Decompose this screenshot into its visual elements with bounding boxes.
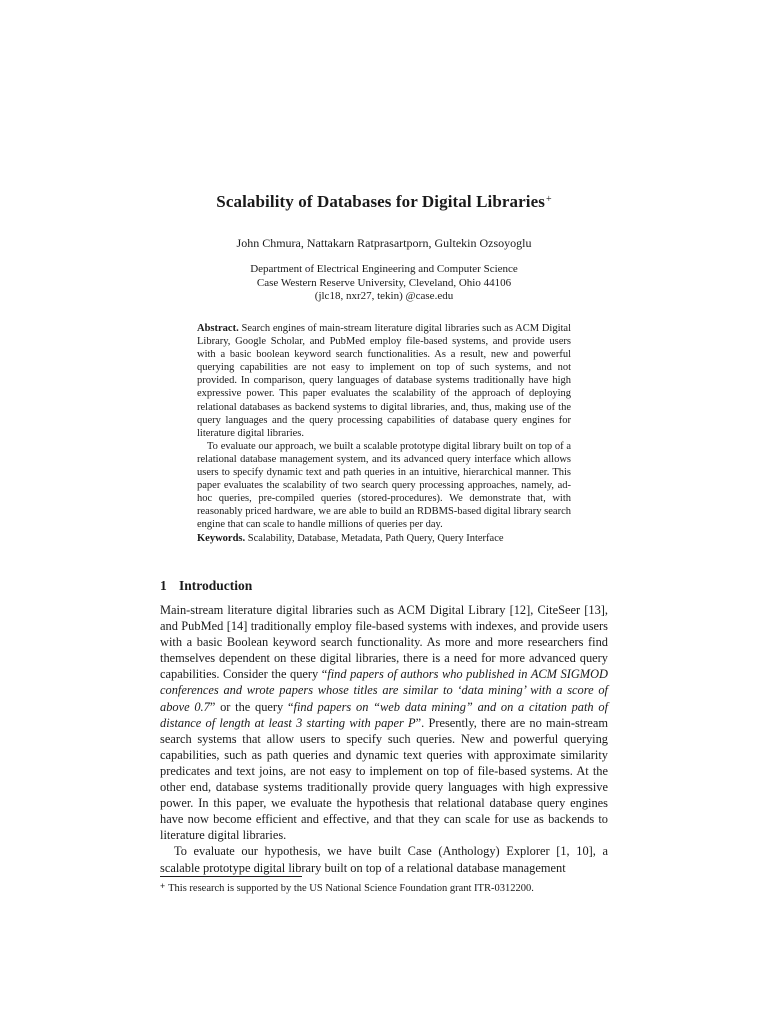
abstract-block [197,322,571,545]
abstract-paragraph-1 [197,322,571,440]
intro-p1-part-a: Main-stream literature digital libraries such as ACM Digital Library [12], CiteSeer [13], and PubMed [14] traditionally employ file-based systems with indexes, and provide users with a basic Boolean keyword search functionality. As more and more researchers find themselves dependent on these digital libraries, there is a need for more advanced query capabilities. Consider the query “ [160,603,608,682]
intro-p1-query-1: find papers of authors who published in ACM SIGMOD conferences and wrote papers whose titles are similar to ‘data mining’ with a score of above 0.7 [160,667,608,714]
keywords-label: Keywords. [197,532,246,544]
affiliation-department: Department of Electrical Engineering and Computer Science [250,263,518,275]
section-heading [160,578,252,594]
section-number: 1 [160,578,167,593]
abstract-paragraph-2: To evaluate our approach, we built a scalable prototype digital library built on top of a relational database management system, and its advanced query interface which allows users to specify dynamic text and path queries in an intuitive, hierarchical manner. This paper evaluates the scalability of two search query processing approaches, namely, ad-hoc queries, pre-compiled queries (stored-procedures). We demonstrate that, with reasonably priced hardware, we are able to build an RDBMS-based digital library search engine that can scale to handle millions of queries per day. [197,440,571,531]
affiliation-block [0,263,768,304]
intro-paragraph-1 [160,602,608,843]
keywords-text: Scalability, Database, Metadata, Path Query, Query Interface [247,532,504,544]
title-footnote-mark: + [545,194,552,205]
intro-paragraph-2: To evaluate our hypothesis, we have built Case (Anthology) Explorer [1, 10], a scalable prototype digital library built on top of a relational database management [160,844,608,875]
footnote [160,881,534,894]
abstract-label: Abstract. [197,323,239,334]
paper-title-text: Scalability of Databases for Digital Libraries [216,192,545,211]
affiliation-emails: (jlc18, nxr27, tekin) @case.edu [314,290,454,302]
footnote-text: This research is supported by the US National Science Foundation grant ITR-0312200. [168,883,534,894]
keywords-line [197,532,571,545]
intro-p1-part-b: ” or the query “ [209,699,294,714]
introduction-body [160,602,608,876]
intro-p1-query-2: find papers on “web data mining” and on a citation path of distance of length at least 3 starting with paper P [160,699,609,730]
footnote-divider [160,876,302,877]
author-list: John Chmura, Nattakarn Ratprasartporn, Gultekin Ozsoyoglu [236,236,532,250]
affiliation-university: Case Western Reserve University, Cleveland, Ohio 44106 [256,276,512,289]
footnote-mark: + [160,881,166,891]
section-title-text: Introduction [179,578,253,593]
paper-title [0,192,768,212]
abstract-text-1: Search engines of main-stream literature digital libraries such as ACM Digital Library, Google Scholar, and PubMed employ file-based systems, and provide users with a basic boolean keyword search functionalities. As a result, new and powerful querying capabilities are not easy to implement on top of such systems, and not provided. In comparison, query languages of database systems traditionally have high expressive power. This paper evaluates the scalability of the approach of deploying relational databases as backend systems to digital libraries, and, thus, making use of the query languages and the query processing capabilities of database query engines for literature digital libraries. [197,323,572,439]
intro-p1-part-c: ”. Presently, there are no main-stream search systems that allow users to specify such queries. New and powerful querying capabilities, such as path queries and dynamic text queries with approximate similarity predicates and text joins, are not easy to implement on top of file-based systems. At the other end, database systems traditionally provide query languages with high expressive power. In this paper, we evaluate the hypothesis that relational database query engines have now become efficient and effective, and that they can scale for use as backends to literature digital libraries. [160,715,608,843]
